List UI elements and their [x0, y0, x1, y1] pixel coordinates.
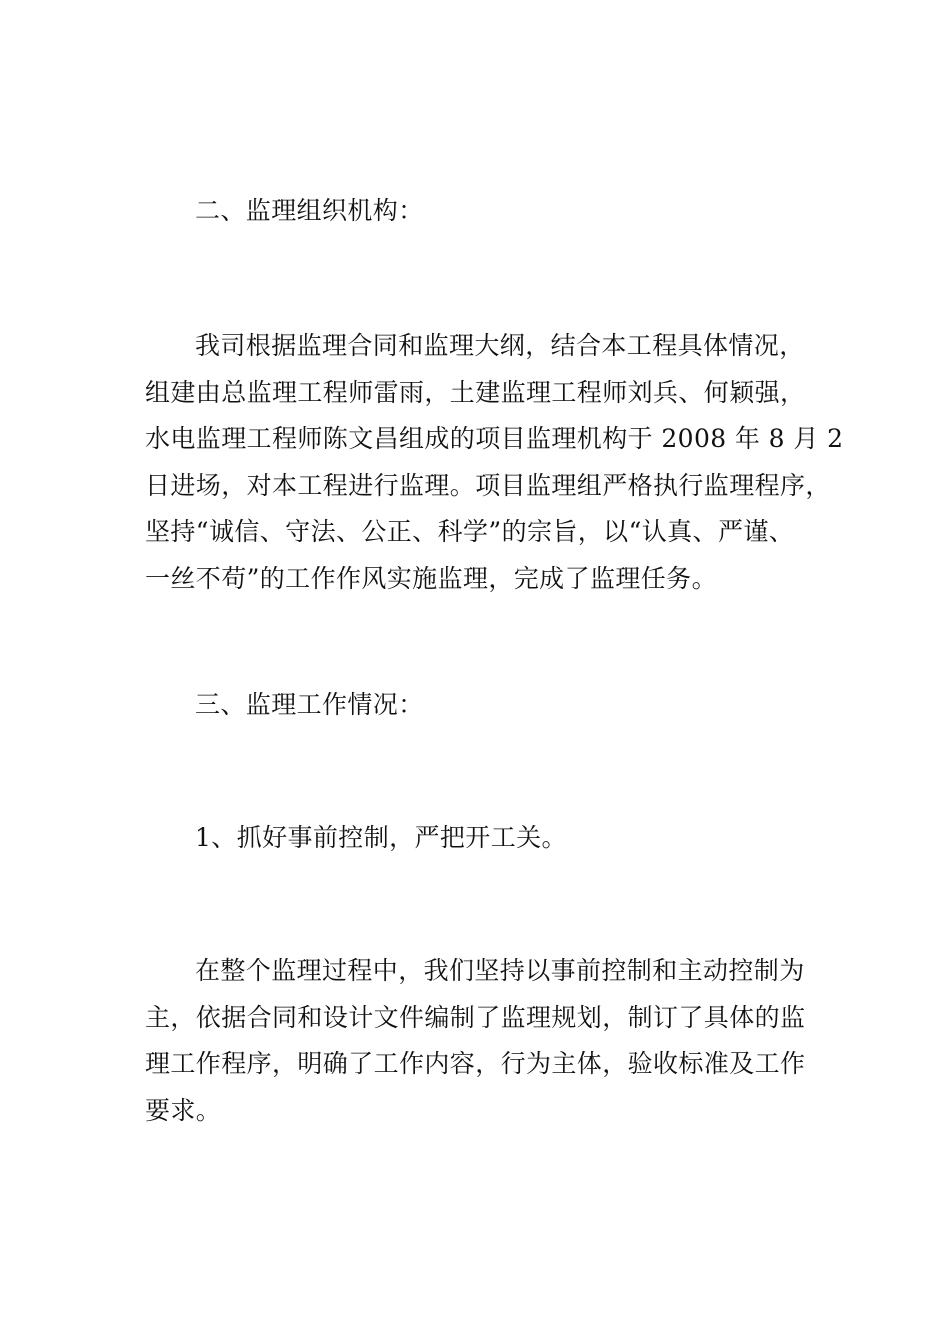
list-item-heading — [145, 815, 835, 862]
paragraph-prior-control — [145, 948, 835, 1134]
paragraph-line: 我司根据监理合同和监理大纲，结合本工程具体情况， — [195, 331, 805, 360]
paragraph-line: 要求。 — [145, 1095, 222, 1125]
item-text: 1、抓好事前控制，严把开工关。 — [195, 823, 567, 852]
paragraph-line: 理工作程序，明确了工作内容，行为主体，验收标准及工作 — [145, 1049, 806, 1078]
paragraph-line: 坚持“诚信、守法、公正、科学”的宗旨，以“认真、严谨、 — [145, 517, 795, 546]
section-heading-work — [145, 682, 835, 729]
paragraph-organization — [145, 323, 844, 602]
heading-text: 二、监理组织机构： — [195, 196, 424, 225]
section-heading-organization — [145, 188, 835, 235]
paragraph-line: 日进场，对本工程进行监理。项目监理组严格执行监理程序， — [145, 470, 831, 500]
heading-text: 三、监理工作情况： — [195, 690, 424, 719]
paragraph-line: 水电监理工程师陈文昌组成的项目监理机构于 2008 年 8 月 2 — [145, 424, 844, 453]
paragraph-line: 主，依据合同和设计文件编制了监理规划，制订了具体的监 — [145, 1002, 806, 1032]
paragraph-line: 一丝不苟”的工作作风实施监理，完成了监理任务。 — [145, 563, 717, 593]
paragraph-line: 组建由总监理工程师雷雨，土建监理工程师刘兵、何颖强， — [145, 377, 806, 407]
paragraph-line: 在整个监理过程中，我们坚持以事前控制和主动控制为 — [195, 956, 805, 985]
